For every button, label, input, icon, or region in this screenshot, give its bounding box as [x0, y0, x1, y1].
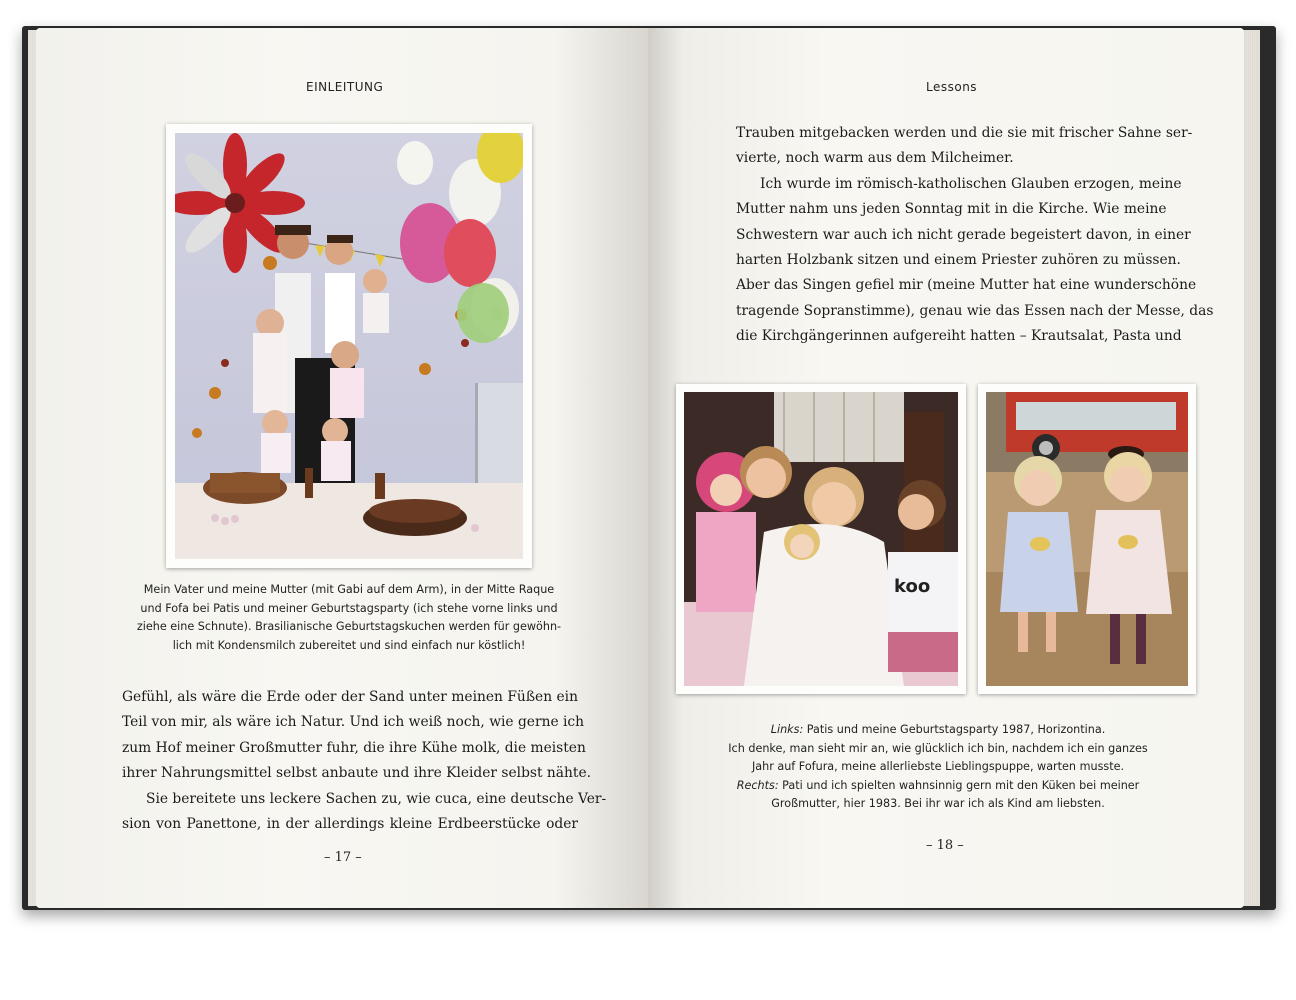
running-head-left: EINLEITUNG [306, 80, 384, 94]
svg-text:koo: koo [894, 576, 931, 597]
caption-line: ziehe eine Schnute). Brasilianische Geburtstagskuchen werden für gewöhn- [136, 620, 562, 634]
birthday-party-photo [166, 124, 532, 568]
caption-line: Ich denke, man sieht mir an, wie glücklich ich bin, nachdem ich ein ganzes [728, 741, 1148, 755]
body-line: Aber das Singen gefiel mir (meine Mutter hat eine wunderschöne [736, 277, 1197, 294]
caption-line: und Fofa bei Patis und meiner Geburtstagsparty (ich stehe vorne links und [140, 601, 558, 615]
caption-line [688, 777, 1188, 796]
body-line: sion von Panettone, in der allerdings kleine Erdbeerstücke oder [122, 816, 578, 833]
body-line: Teil von mir, als wäre ich Natur. Und ich weiß noch, wie gerne ich [122, 714, 585, 731]
photo-caption-right [688, 721, 1188, 814]
body-text-right [736, 121, 1214, 350]
body-line: harten Holzbank sitzen und einem Priester zuhören zu müssen. [736, 252, 1181, 269]
caption-label-rechts: Rechts: [736, 778, 779, 792]
page-number-left: – 17 – [324, 850, 362, 865]
dolls-photo [676, 384, 966, 694]
body-line: die Kirchgängerinnen aufgereiht hatten – Krautsalat, Pasta und [736, 328, 1182, 345]
caption-label-links: Links: [770, 723, 804, 736]
body-line: Gefühl, als wäre die Erde oder der Sand unter meinen Füßen ein [122, 689, 578, 705]
body-line: tragende Sopranstimme), genau wie das Essen nach der Messe, das [736, 302, 1214, 319]
body-line: Mutter nahm uns jeden Sonntag mit in die Kirche. Wie meine [736, 201, 1167, 218]
caption-line [688, 721, 1188, 740]
right-page [648, 28, 1244, 908]
birthday-party-photo-image [175, 133, 523, 559]
body-line: vierte, noch warm aus dem Milcheimer. [736, 150, 1014, 167]
body-line: Ich wurde im römisch-katholischen Glauben erzogen, meine [760, 175, 1182, 192]
body-line: Schwestern war auch ich nicht gerade begeistert davon, in einer [736, 226, 1191, 243]
running-head-right: Lessons [926, 80, 978, 94]
dolls-photo-image [684, 392, 958, 686]
chicks-photo-image [986, 392, 1188, 686]
caption-line: lich mit Kondensmilch zubereitet und sind einfach nur köstlich! [172, 638, 526, 652]
photo-caption-left [106, 581, 592, 655]
body-line: Trauben mitgebacken werden und die sie mit frischer Sahne ser- [736, 125, 1193, 141]
body-line: ihrer Nahrungsmittel selbst anbaute und ihre Kleider selbst nähte. [122, 765, 591, 782]
body-line: zum Hof meiner Großmutter fuhr, die ihre Kühe molk, die meisten [122, 739, 586, 756]
body-line: Sie bereitete uns leckere Sachen zu, wie cuca, eine deutsche Ver- [146, 790, 607, 807]
caption-text: Pati und ich spielten wahnsinnig gern mit den Küken bei meiner [778, 778, 1140, 792]
page-number-right: – 18 – [926, 838, 964, 853]
chicks-photo [978, 384, 1196, 694]
left-page [36, 28, 648, 908]
body-text-left [122, 685, 607, 837]
caption-line: Jahr auf Fofura, meine allerliebste Lieblingspuppe, warten musste. [751, 760, 1125, 774]
caption-line: Mein Vater und meine Mutter (mit Gabi auf dem Arm), in der Mitte Raque [143, 583, 555, 596]
caption-text: Patis und meine Geburtstagsparty 1987, Horizontina. [803, 723, 1106, 736]
caption-line: Großmutter, hier 1983. Bei ihr war ich als Kind am liebsten. [771, 797, 1105, 811]
